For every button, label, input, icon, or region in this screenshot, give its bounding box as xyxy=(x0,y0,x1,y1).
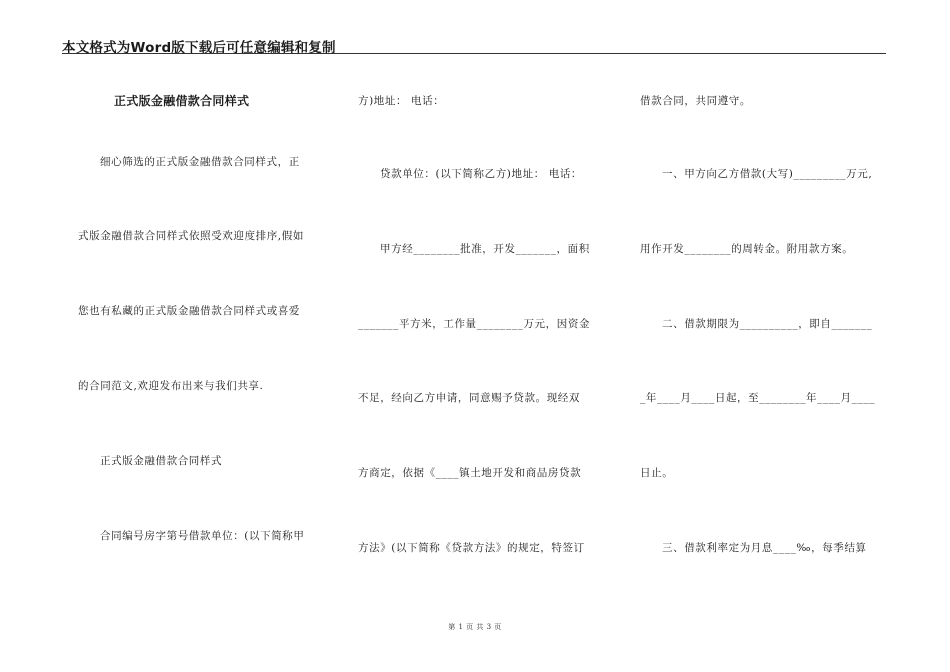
paragraph-line: 不足，经向乙方申请，同意赐予贷款。现经双 xyxy=(358,392,580,404)
paragraph-line: 一、甲方向乙方借款(大写)_________万元, xyxy=(662,168,873,180)
paragraph-line: 三、借款利率定为月息____‰，每季结算 xyxy=(662,542,867,554)
paragraph-line: 您也有私藏的正式版金融借款合同样式或喜爱 xyxy=(78,305,300,317)
paragraph-line: 用作开发________的周转金。附用款方案。 xyxy=(640,243,854,255)
document-header-title: 本文格式为Word版下载后可任意编辑和复制 xyxy=(62,40,336,56)
paragraph-line: 方)地址： 电话： xyxy=(358,95,445,107)
paragraph-line: 借款合同，共同遵守。 xyxy=(640,95,751,107)
section-heading: 正式版金融借款合同样式 xyxy=(100,455,223,467)
paragraph-line: 甲方经________批准，开发_______，面积 xyxy=(380,243,590,255)
paragraph-line: 日止。 xyxy=(640,467,674,479)
paragraph-line: 方法》(以下简称《贷款方法》的规定，特签订 xyxy=(358,542,585,554)
paragraph-line: _年____月____日起，至________年____月____ xyxy=(640,392,876,404)
paragraph-line: 的合同范文,欢迎发布出来与我们共享. xyxy=(78,380,264,392)
document-title: 正式版金融借款合同样式 xyxy=(114,94,250,108)
page-number-footer: 第 1 页 共 3 页 xyxy=(448,623,502,631)
paragraph-line: _______平方米，工作量________万元，因资金 xyxy=(358,318,591,330)
paragraph-line: 细心筛选的正式版金融借款合同样式，正 xyxy=(100,156,300,168)
paragraph-line: 合同编号房字第号借款单位：(以下简称甲 xyxy=(100,530,305,542)
paragraph-line: 贷款单位：(以下简称乙方)地址： 电话： xyxy=(380,168,583,180)
paragraph-line: 方商定，依据《____镇土地开发和商品房贷款 xyxy=(358,467,582,479)
header-divider xyxy=(62,53,886,54)
paragraph-line: 式版金融借款合同样式依照受欢迎度排序,假如 xyxy=(78,230,304,242)
paragraph-line: 二、借款期限为__________，即自_______ xyxy=(662,318,873,330)
